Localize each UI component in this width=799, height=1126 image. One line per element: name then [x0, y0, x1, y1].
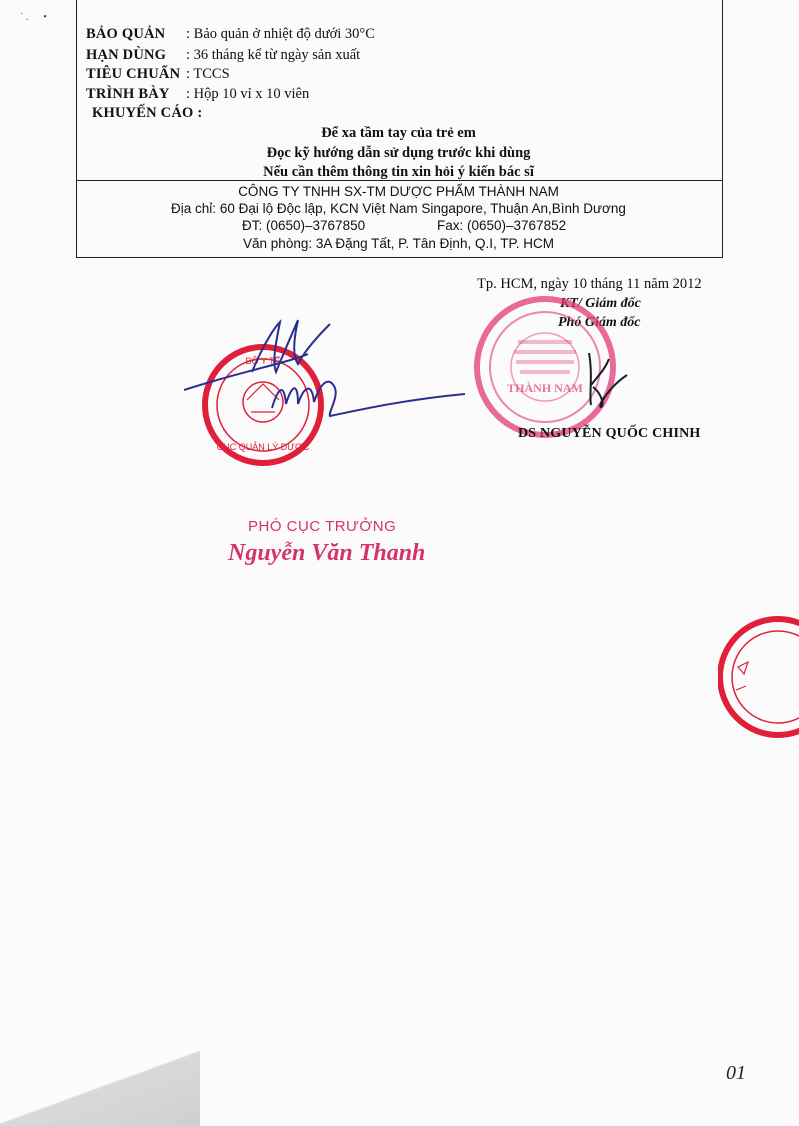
spec-label: TRÌNH BÀY: [86, 86, 170, 102]
signer-name: DS NGUYỄN QUỐC CHINH: [518, 426, 701, 441]
official-seal-top-text: BỘ Y TẾ: [245, 356, 281, 366]
signer-role: Phó Giám đốc: [558, 315, 641, 330]
company-phone: ĐT: (0650)–3767850: [242, 218, 366, 233]
official-title: PHÓ CỤC TRƯỞNG: [248, 518, 397, 535]
page-mark: 01: [726, 1062, 746, 1084]
spec-row-packaging: [86, 86, 309, 103]
warning-heading: KHUYẾN CÁO :: [92, 105, 203, 121]
company-address: Địa chỉ: 60 Đại lộ Độc lập, KCN Việt Nam Singapore, Thuận An,Bình Dương: [171, 201, 626, 216]
spec-value: : Hộp 10 vỉ x 10 viên: [186, 86, 310, 102]
dateline: Tp. HCM, ngày 10 tháng 11 năm 2012: [477, 276, 702, 292]
company-name: CÔNG TY TNHH SX-TM DƯỢC PHẨM THÀNH NAM: [238, 184, 559, 199]
warning-line: Để xa tầm tay của trẻ em: [321, 125, 476, 141]
spec-row-standard: [86, 66, 230, 83]
warning-line: Nếu cần thêm thông tin xin hỏi ý kiến bác sĩ: [263, 164, 534, 180]
partial-seal: [718, 612, 799, 742]
spec-value: : Bảo quản ở nhiệt độ dưới 30°C: [186, 26, 375, 42]
spec-label: HẠN DÙNG: [86, 47, 167, 63]
spec-label: BẢO QUẢN: [86, 26, 166, 42]
spec-row-storage: [86, 26, 375, 43]
scan-shadow: [0, 1030, 200, 1126]
company-signature: [575, 345, 635, 415]
company-office: Văn phòng: 3A Đặng Tất, P. Tân Định, Q.I, TP. HCM: [243, 236, 554, 251]
spec-row-expiry: [86, 47, 360, 64]
company-seal-text: THÀNH NAM: [507, 381, 583, 395]
official-signature: [180, 312, 470, 432]
warning-line: Đọc kỹ hướng dẫn sử dụng trước khi dùng: [266, 145, 531, 161]
signer-role: KT/ Giám đốc: [560, 296, 641, 311]
spec-label: TIÊU CHUẨN: [86, 66, 181, 82]
spec-value: : TCCS: [186, 66, 230, 82]
official-name: Nguyễn Văn Thanh: [228, 540, 426, 566]
spec-value: : 36 tháng kể từ ngày sản xuất: [186, 47, 361, 63]
company-fax: Fax: (0650)–3767852: [437, 218, 567, 233]
official-seal-bottom-text: CỤC QUẢN LÝ DƯỢC: [216, 442, 310, 452]
scan-specks: ˙ . •: [20, 12, 47, 23]
